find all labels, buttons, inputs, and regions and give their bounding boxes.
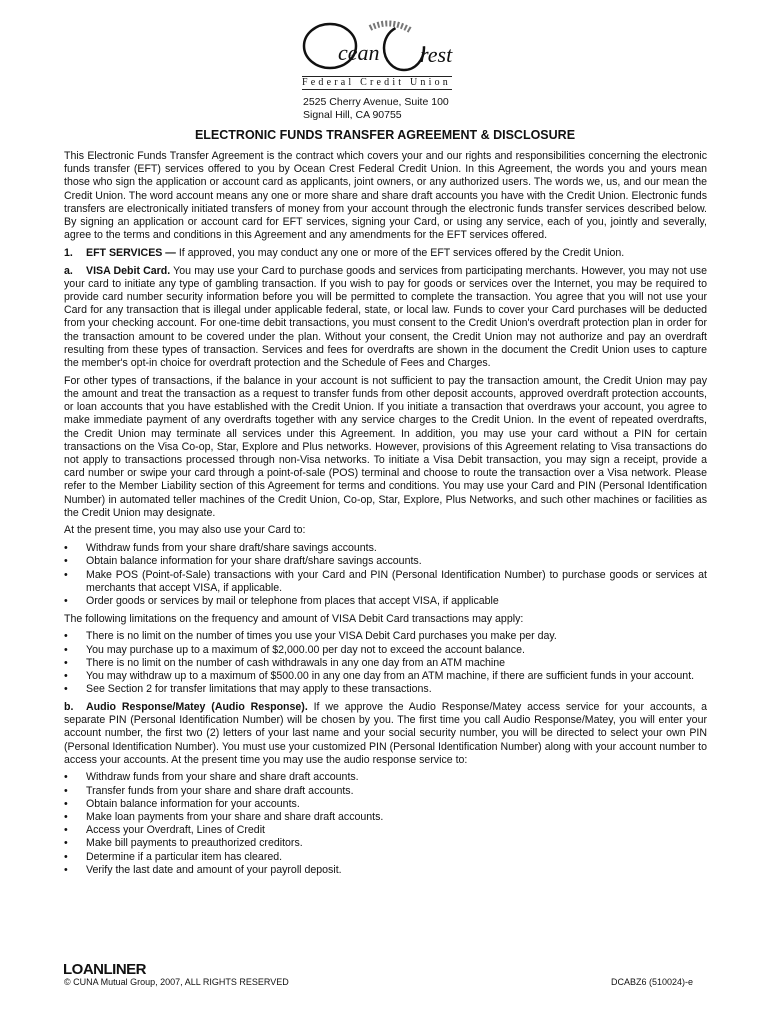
visa-paragraph-2: For other types of transactions, if the balance in your account is not sufficient to pay the transaction amount, the Credit Union may pay the amount and treat the transaction as a request to transfer funds from other deposit accounts, approved overdraft protection accounts, or loan accounts that you have established with the Credit Union. If you initiate a transaction that overdraws your account, you agree to make immediate payment of any overdrafts together with any service charges to the Credit Union. In the event of repeated overdrafts, the Credit Union may terminate all services under this Agreement. In addition, you may use your card without a PIN for certain transactions on the Visa Co-op, Star, Explore and Plus networks. However, provisions of this Agreement relating to Visa transactions do not apply to transactions processed through non-Visa networks. To initiate a Visa Debit transaction, you may sign a receipt, provide a card number or swipe your card through a point-of-sale (POS) terminal and choose to route the transaction over a Visa network. Please refer to the Member Liability section of this Agreement for terms and conditions. You may use your Card and PIN (Personal Identification Number) in automated teller machines of the Credit Union, Co-op, Star, Explore, Plus Networks, and such other machines or facilities as the Credit Union may designate.: [64, 374, 707, 519]
audio-paragraph: [64, 701, 707, 767]
visa-paragraph-3: At the present time, you may also use your Card to:: [64, 524, 306, 537]
logo-word-crest: rest: [420, 42, 453, 67]
document-body: [64, 150, 707, 882]
credit-union-logo: [300, 20, 460, 100]
list-item: • Obtain balance information for your share draft/share savings accounts.: [64, 555, 707, 568]
visa-paragraph: [64, 265, 707, 371]
list-item: • Obtain balance information for your accounts.: [64, 798, 707, 811]
list-item: • There is no limit on the number of times you use your VISA Debit Card purchases you make per day.: [64, 630, 707, 643]
copyright: © CUNA Mutual Group, 2007, ALL RIGHTS RESERVED: [64, 977, 289, 987]
visa-limits-list: [64, 630, 707, 696]
visa-label: a.: [64, 264, 73, 277]
audio-heading: Audio Response/Matey (Audio Response).: [86, 700, 308, 713]
logo-subtitle: Federal Credit Union: [302, 77, 451, 88]
visa-uses-list: [64, 542, 707, 608]
section-1-heading: EFT SERVICES —: [86, 246, 176, 259]
list-item: • See Section 2 for transfer limitations that may apply to these transactions.: [64, 683, 707, 696]
list-item: • You may withdraw up to a maximum of $500.00 in any one day from an ATM machine, if there are sufficient funds in your account.: [64, 670, 707, 683]
logo-word-ocean: cean: [338, 40, 380, 65]
audio-label: b.: [64, 700, 74, 713]
audio-text: If we approve the Audio Response/Matey access service for your accounts, a separate PIN (Personal Identification Number) will be chosen by you. The first time you call Audio Response/Matey, you will enter your account number, the first two (2) letters of your last name and your social security number, you will be directed to select your own PIN (Personal Identification Number). You must use your customized PIN (Personal Identification Number) along with your account number to access your accounts. At the present time you may use the audio response service to:: [64, 700, 707, 766]
loanliner-logo: LOANLINER: [63, 961, 146, 978]
address-line2: Signal Hill, CA 90755: [303, 109, 402, 121]
form-code: DCABZ6 (510024)-e: [611, 977, 694, 987]
audio-services-list: [64, 771, 707, 877]
list-item: • Make bill payments to preauthorized creditors.: [64, 837, 707, 850]
list-item: • Verify the last date and amount of your payroll deposit.: [64, 864, 707, 877]
logo-wordmark: [300, 20, 460, 76]
intro-paragraph: This Electronic Funds Transfer Agreement is the contract which covers your and our rights and responsibilities concerning the electronic funds transfer (EFT) services offered to you by Ocean Crest Federal Credit Union. In this Agreement, the words you and yours mean those who sign the application or account card as applicants, joint owners, or any authorized users. The words we, us, and our mean the Credit Union. The word account means any one or more share and share draft accounts you have with the Credit Union. Electronic funds transfers are electronically initiated transfers of money from your account through the electronic funds transfer services described below. By signing an application or account card for EFT services, signing your Card, or using any service, each of you, jointly and severally, agree to the terms and conditions in this Agreement and any amendments for the EFT services offered.: [64, 150, 707, 242]
section-1-text: If approved, you may conduct any one or more of the EFT services offered by the Credit Union.: [175, 246, 625, 259]
list-item: • Access your Overdraft, Lines of Credit: [64, 824, 707, 837]
list-item: • Make loan payments from your share and share draft accounts.: [64, 811, 707, 824]
list-item: • Withdraw funds from your share draft/share savings accounts.: [64, 542, 707, 555]
list-item: • There is no limit on the number of cash withdrawals in any one day from an ATM machine: [64, 657, 707, 670]
visa-heading: VISA Debit Card.: [86, 264, 171, 277]
list-item: • Order goods or services by mail or telephone from places that accept VISA, if applicable: [64, 595, 707, 608]
section-1: [64, 247, 707, 260]
list-item: • Withdraw funds from your share and share draft accounts.: [64, 771, 707, 784]
section-1-number: 1.: [64, 246, 73, 259]
list-item: • Determine if a particular item has cleared.: [64, 851, 707, 864]
list-item: • Transfer funds from your share and share draft accounts.: [64, 785, 707, 798]
visa-text: You may use your Card to purchase goods and services from participating merchants. However, you may not use your card to initiate any type of gambling transaction. If you wish to pay for goods or services over the Internet, you may be required to provide card number security information before you will be permitted to complete the transaction. You agree that you will not use your Card for any transaction that is illegal under applicable federal, state, or local law. Funds to cover your Card purchases will be deducted from your checking account. For one-time debit transactions, you must consent to the Credit Union's overdraft protection plan in order for the transaction amount to be covered under the plan. Without your consent, the Credit Union may not authorize and pay an overdraft resulting from these types of transaction. Services and fees for overdrafts are shown in the document the Credit Union uses to capture the member's opt-in choice for overdraft protection and the Schedule of Fees and Charges.: [64, 264, 707, 370]
document-title: ELECTRONIC FUNDS TRANSFER AGREEMENT & DISCLOSURE: [194, 128, 576, 142]
address-line1: 2525 Cherry Avenue, Suite 100: [303, 96, 449, 108]
list-item: • You may purchase up to a maximum of $2,000.00 per day not to exceed the account balance.: [64, 644, 707, 657]
list-item: • Make POS (Point-of-Sale) transactions with your Card and PIN (Personal Identification Number) to purchase goods or services at merchants that accept VISA, if applicable.: [64, 569, 707, 595]
visa-limits-intro: The following limitations on the frequency and amount of VISA Debit Card transactions may apply:: [64, 612, 524, 625]
address: [303, 96, 449, 122]
